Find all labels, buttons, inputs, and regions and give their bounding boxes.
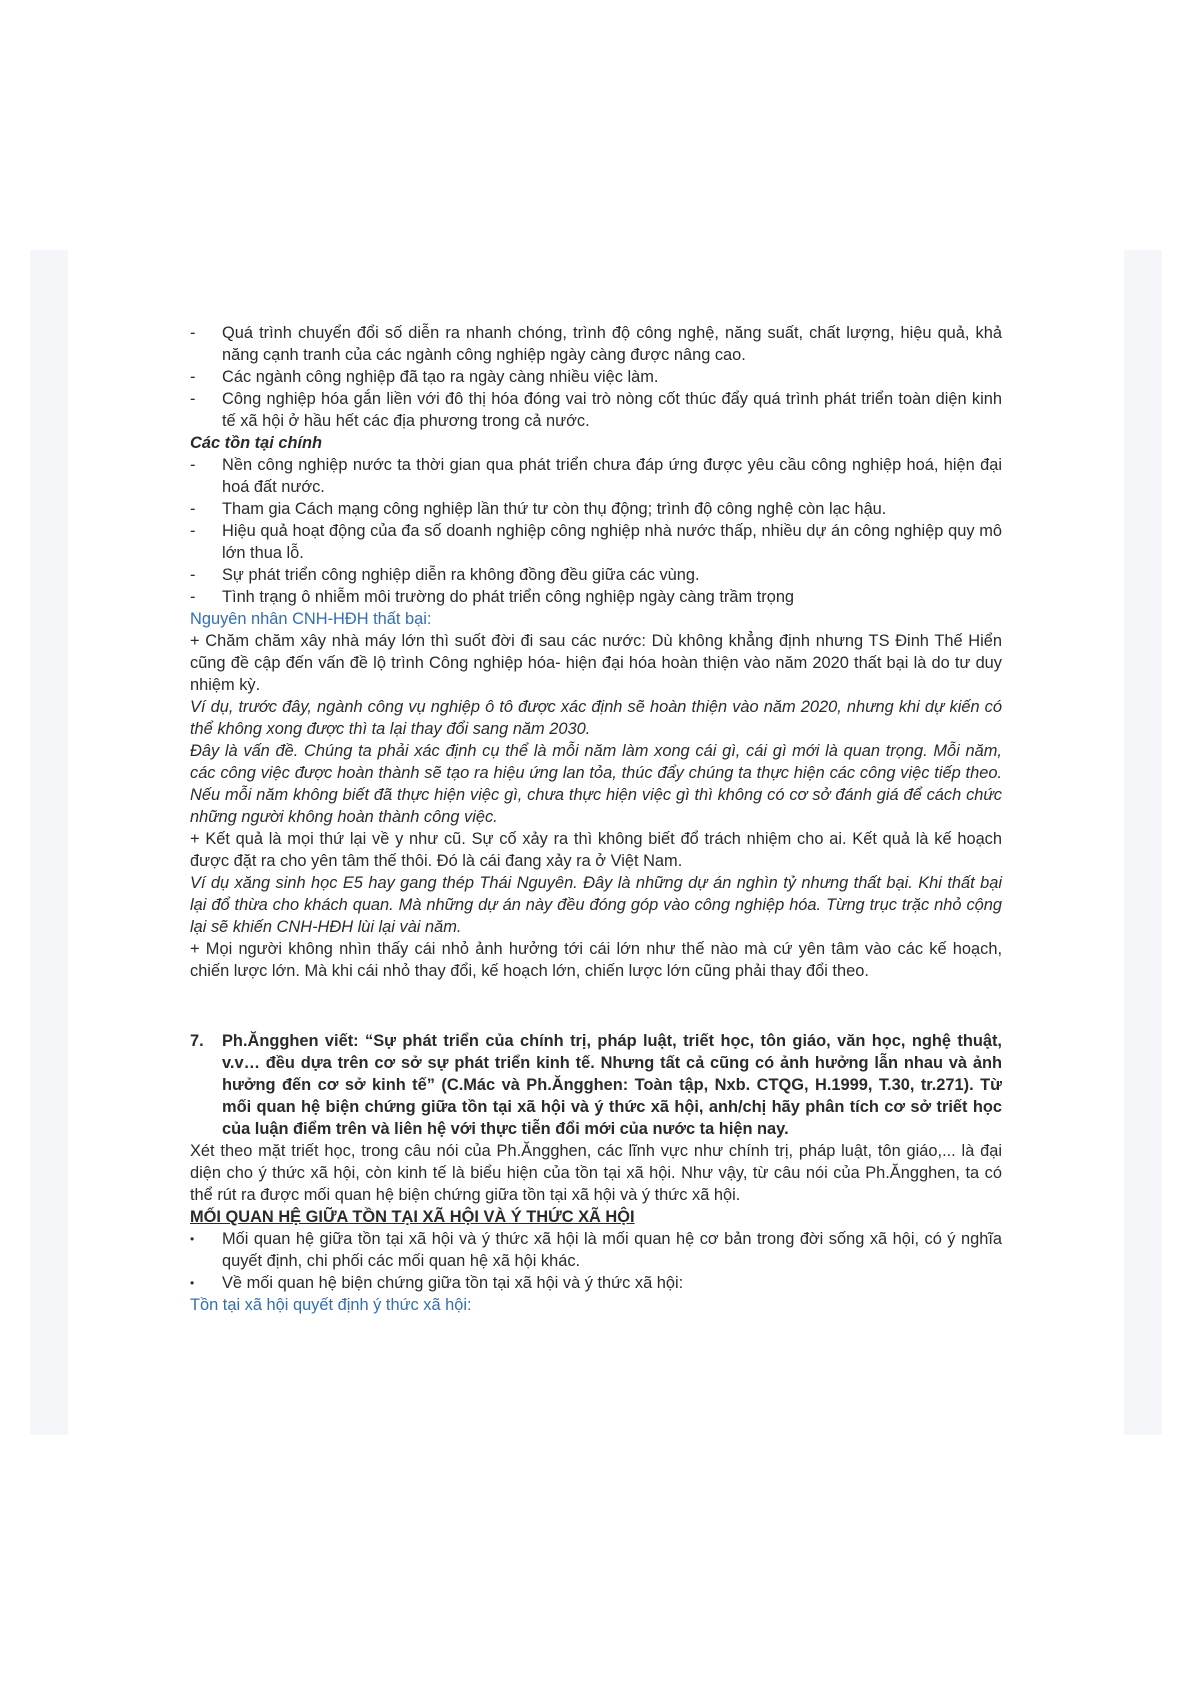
list-item: - Sự phát triển công nghiệp diễn ra không đồng đều giữa các vùng. <box>190 566 700 584</box>
document-page <box>68 250 1124 1435</box>
cause-paragraph: + Mọi người không nhìn thấy cái nhỏ ảnh hưởng tới cái lớn như thế nào mà cứ yên tâm vào các kế hoạch, chiến lược lớn. Mà khi cái nhỏ thay đổi, kế hoạch lớn, chiến lược lớn cũng phải thay đổi theo. <box>190 940 1002 980</box>
existing-issues-list <box>190 454 1002 608</box>
causes-section <box>190 630 1002 982</box>
question-text: Ph.Ăngghen viết: “Sự phát triển của chính trị, pháp luật, triết học, tôn giáo, văn học, nghệ thuật, v.v… đều dựa trên cơ sở sự phát triển kinh tế. Nhưng tất cả cũng có ảnh hưởng lẫn nhau và ảnh hưởng đến cơ sở kinh tế” (C.Mác và Ph.Ăngghen: Toàn tập, Nxb. CTQG, H.1999, T.30, tr.271). Từ mối quan hệ biện chứng giữa tồn tại xã hội và ý thức xã hội, anh/chị hãy phân tích cơ sở triết học của luận điểm trên và liên hệ với thực tiễn đổi mới của nước ta hiện nay. <box>222 1032 1002 1138</box>
list-item: - Nền công nghiệp nước ta thời gian qua phát triển chưa đáp ứng được yêu cầu công nghiệp hoá, hiện đại hoá đất nước. <box>190 456 1002 496</box>
achievements-list <box>190 322 1002 432</box>
bullet-icon: • <box>190 1276 195 1290</box>
page-content <box>190 250 1002 1316</box>
list-item: - Tình trạng ô nhiễm môi trường do phát triển công nghiệp ngày càng trầm trọng <box>190 588 795 606</box>
example-paragraph: Ví dụ, trước đây, ngành công vụ nghiệp ô tô được xác định sẽ hoàn thiện vào năm 2020, nhưng khi dự kiến có thể không xong được thì ta lại thay đổi sang năm 2030. <box>190 698 1002 738</box>
question-number: 7. <box>190 1032 204 1050</box>
question-7 <box>190 1030 1002 1140</box>
list-item: • Về mối quan hệ biện chứng giữa tồn tại xã hội và ý thức xã hội: <box>190 1274 684 1292</box>
cause-paragraph: + Chăm chăm xây nhà máy lớn thì suốt đời đi sau các nước: Dù không khẳng định nhưng TS Đinh Thế Hiển cũng đề cập đến vấn đề lộ trình Công nghiệp hóa- hiện đại hóa hoàn thiện vào năm 2020 thất bại là do tư duy nhiệm kỳ. <box>190 632 1002 694</box>
cause-paragraph: + Kết quả là mọi thứ lại về y như cũ. Sự cố xảy ra thì không biết đổ trách nhiệm cho ai. Kết quả là kế hoạch được đặt ra cho yên tâm thế thôi. Đó là cái đang xảy ra ở Việt Nam. <box>190 830 1002 870</box>
relation-list <box>190 1228 1002 1294</box>
subheading: Tồn tại xã hội quyết định ý thức xã hội: <box>190 1296 472 1314</box>
causes-title: Nguyên nhân CNH-HĐH thất bại: <box>190 610 432 628</box>
existing-issues-title: Các tồn tại chính <box>190 434 323 452</box>
list-item: - Quá trình chuyển đổi số diễn ra nhanh chóng, trình độ công nghệ, năng suất, chất lượng, hiệu quả, khả năng cạnh tranh của các ngành công nghiệp ngày càng được nâng cao. <box>190 324 1002 364</box>
list-item: • Mối quan hệ giữa tồn tại xã hội và ý thức xã hội là mối quan hệ cơ bản trong đời sống xã hội, có ý nghĩa quyết định, chi phối các mối quan hệ xã hội khác. <box>190 1230 1002 1270</box>
list-item: - Hiệu quả hoạt động của đa số doanh nghiệp công nghiệp nhà nước thấp, nhiều dự án công nghiệp quy mô lớn thua lỗ. <box>190 522 1002 562</box>
answer-intro: Xét theo mặt triết học, trong câu nói của Ph.Ăngghen, các lĩnh vực như chính trị, pháp luật, tôn giáo,... là đại diện cho ý thức xã hội, còn kinh tế là biểu hiện của tồn tại xã hội. Như vậy, từ câu nói của Ph.Ăngghen, ta có thể rút ra được mối quan hệ biện chứng giữa tồn tại xã hội và ý thức xã hội. <box>190 1142 1002 1204</box>
list-item: - Tham gia Cách mạng công nghiệp lần thứ tư còn thụ động; trình độ công nghệ còn lạc hậu. <box>190 500 887 518</box>
relation-heading: MỐI QUAN HỆ GIỮA TỒN TẠI XÃ HỘI VÀ Ý THỨC XÃ HỘI <box>190 1208 635 1226</box>
example-paragraph: Ví dụ xăng sinh học E5 hay gang thép Thái Nguyên. Đây là những dự án nghìn tỷ nhưng thất bại. Khi thất bại lại đổ thừa cho khách quan. Mà những dự án này đều đóng góp vào công nghiệp hóa. Từng trục trặc nhỏ cộng lại sẽ khiến CNH-HĐH lùi lại vài năm. <box>190 874 1002 936</box>
list-item: - Công nghiệp hóa gắn liền với đô thị hóa đóng vai trò nòng cốt thúc đẩy quá trình phát triển toàn diện kinh tế xã hội ở hầu hết các địa phương trong cả nước. <box>190 390 1002 430</box>
list-item: - Các ngành công nghiệp đã tạo ra ngày càng nhiều việc làm. <box>190 368 659 386</box>
explanation-paragraph: Đây là vấn đề. Chúng ta phải xác định cụ thể là mỗi năm làm xong cái gì, cái gì mới là quan trọng. Mỗi năm, các công việc được hoàn thành sẽ tạo ra hiệu ứng lan tỏa, thúc đẩy chúng ta thực hiện các công việc tiếp theo. Nếu mỗi năm không biết đã thực hiện việc gì, chưa thực hiện việc gì thì không có cơ sở đánh giá để cách chức những người không hoàn thành công việc. <box>190 742 1002 826</box>
bullet-icon: • <box>190 1232 195 1246</box>
